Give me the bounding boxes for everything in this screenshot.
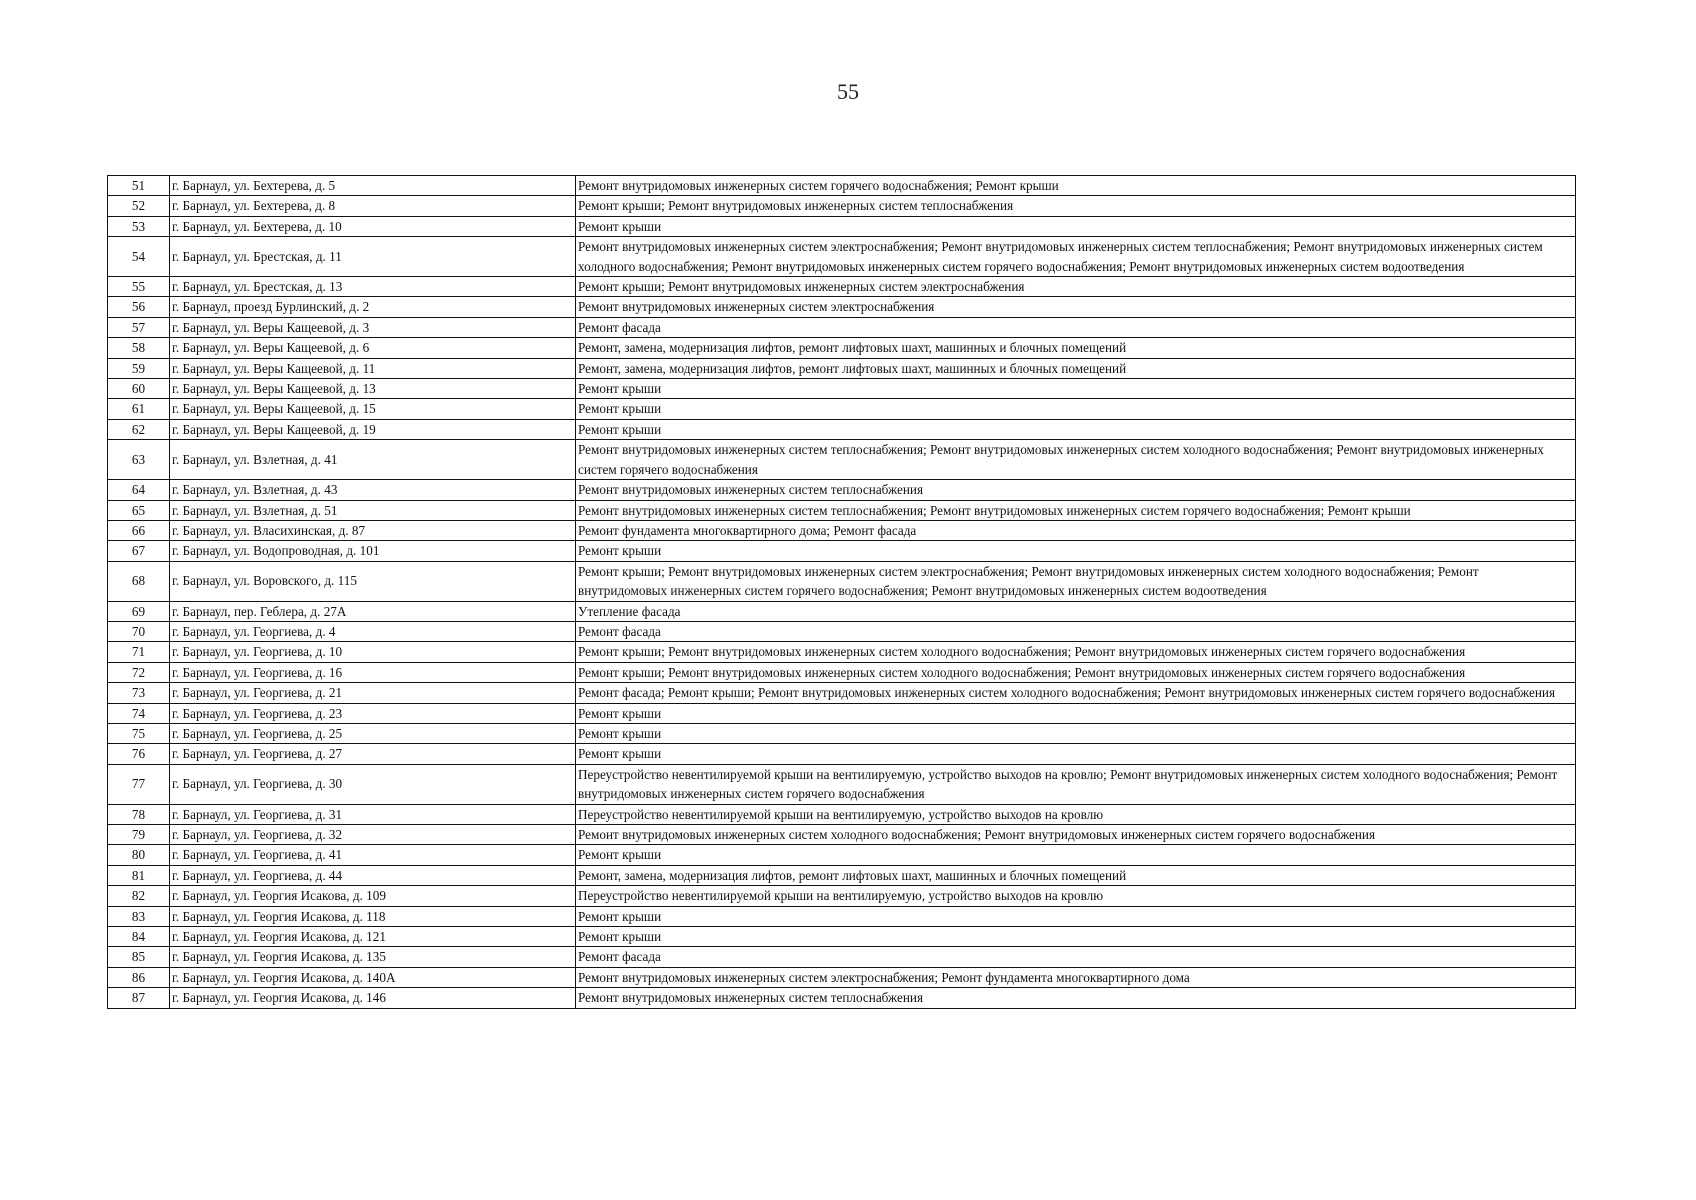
work-type-cell: Ремонт фундамента многоквартирного дома; Ремонт фасада (576, 520, 1576, 540)
address-cell: г. Барнаул, ул. Веры Кащеевой, д. 15 (170, 399, 576, 419)
table-row (108, 338, 1576, 358)
table-row (108, 541, 1576, 561)
table-row (108, 947, 1576, 967)
row-number-cell: 85 (108, 947, 170, 967)
row-number-cell: 78 (108, 804, 170, 824)
address-cell: г. Барнаул, ул. Бехтерева, д. 10 (170, 216, 576, 236)
address-cell: г. Барнаул, ул. Георгиева, д. 32 (170, 825, 576, 845)
work-type-cell: Ремонт крыши; Ремонт внутридомовых инженерных систем холодного водоснабжения; Ремонт внутридомовых инженерных систем горячего водоснабжения (576, 662, 1576, 682)
table-row (108, 906, 1576, 926)
row-number-cell: 77 (108, 764, 170, 804)
work-type-cell: Ремонт, замена, модернизация лифтов, ремонт лифтовых шахт, машинных и блочных помещений (576, 865, 1576, 885)
work-type-cell: Ремонт внутридомовых инженерных систем электроснабжения; Ремонт внутридомовых инженерных систем теплоснабжения; Ремонт внутридомовых инженерных систем холодного водоснабжения; Ремонт внутридомовых инженерных систем горячего водоснабжения; Ремонт внутридомовых инженерных систем водоотведения (576, 237, 1576, 277)
address-cell: г. Барнаул, ул. Георгия Исакова, д. 118 (170, 906, 576, 926)
row-number-cell: 82 (108, 886, 170, 906)
table-row (108, 277, 1576, 297)
row-number-cell: 80 (108, 845, 170, 865)
work-type-cell: Ремонт крыши (576, 399, 1576, 419)
table-row (108, 967, 1576, 987)
address-cell: г. Барнаул, ул. Брестская, д. 13 (170, 277, 576, 297)
table-row (108, 216, 1576, 236)
table-row (108, 500, 1576, 520)
work-type-cell: Утепление фасада (576, 601, 1576, 621)
work-type-cell: Ремонт внутридомовых инженерных систем теплоснабжения (576, 988, 1576, 1008)
row-number-cell: 63 (108, 440, 170, 480)
row-number-cell: 60 (108, 379, 170, 399)
work-type-cell: Ремонт внутридомовых инженерных систем теплоснабжения (576, 480, 1576, 500)
address-cell: г. Барнаул, ул. Воровского, д. 115 (170, 561, 576, 601)
work-type-cell: Ремонт крыши (576, 723, 1576, 743)
work-type-cell: Переустройство невентилируемой крыши на вентилируемую, устройство выходов на кровлю; Ремонт внутридомовых инженерных систем холодного водоснабжения; Ремонт внутридомовых инженерных систем горячего водоснабжения (576, 764, 1576, 804)
work-type-cell: Ремонт, замена, модернизация лифтов, ремонт лифтовых шахт, машинных и блочных помещений (576, 358, 1576, 378)
address-cell: г. Барнаул, пер. Геблера, д. 27А (170, 601, 576, 621)
row-number-cell: 79 (108, 825, 170, 845)
address-cell: г. Барнаул, ул. Бехтерева, д. 8 (170, 196, 576, 216)
row-number-cell: 67 (108, 541, 170, 561)
row-number-cell: 73 (108, 683, 170, 703)
row-number-cell: 59 (108, 358, 170, 378)
row-number-cell: 56 (108, 297, 170, 317)
work-type-cell: Ремонт крыши (576, 216, 1576, 236)
row-number-cell: 57 (108, 317, 170, 337)
address-cell: г. Барнаул, ул. Взлетная, д. 43 (170, 480, 576, 500)
row-number-cell: 75 (108, 723, 170, 743)
table-row (108, 764, 1576, 804)
row-number-cell: 87 (108, 988, 170, 1008)
address-cell: г. Барнаул, ул. Георгиева, д. 44 (170, 865, 576, 885)
work-type-cell: Ремонт крыши (576, 845, 1576, 865)
table-row (108, 358, 1576, 378)
table-row (108, 176, 1576, 196)
work-type-cell: Ремонт внутридомовых инженерных систем теплоснабжения; Ремонт внутридомовых инженерных систем горячего водоснабжения; Ремонт крыши (576, 500, 1576, 520)
row-number-cell: 86 (108, 967, 170, 987)
table-row (108, 804, 1576, 824)
work-type-cell: Ремонт крыши (576, 541, 1576, 561)
row-number-cell: 74 (108, 703, 170, 723)
row-number-cell: 54 (108, 237, 170, 277)
table-row (108, 480, 1576, 500)
table-row (108, 703, 1576, 723)
work-type-cell: Ремонт, замена, модернизация лифтов, ремонт лифтовых шахт, машинных и блочных помещений (576, 338, 1576, 358)
work-type-cell: Ремонт крыши; Ремонт внутридомовых инженерных систем электроснабжения (576, 277, 1576, 297)
table-row (108, 297, 1576, 317)
address-cell: г. Барнаул, ул. Брестская, д. 11 (170, 237, 576, 277)
row-number-cell: 71 (108, 642, 170, 662)
table-row (108, 196, 1576, 216)
table-row (108, 601, 1576, 621)
address-cell: г. Барнаул, ул. Георгиева, д. 25 (170, 723, 576, 743)
work-type-cell: Переустройство невентилируемой крыши на вентилируемую, устройство выходов на кровлю (576, 886, 1576, 906)
address-cell: г. Барнаул, ул. Георгиева, д. 30 (170, 764, 576, 804)
address-cell: г. Барнаул, ул. Бехтерева, д. 5 (170, 176, 576, 196)
address-cell: г. Барнаул, ул. Веры Кащеевой, д. 6 (170, 338, 576, 358)
address-cell: г. Барнаул, ул. Взлетная, д. 41 (170, 440, 576, 480)
row-number-cell: 55 (108, 277, 170, 297)
table-row (108, 723, 1576, 743)
address-cell: г. Барнаул, ул. Веры Кащеевой, д. 13 (170, 379, 576, 399)
row-number-cell: 66 (108, 520, 170, 540)
row-number-cell: 76 (108, 744, 170, 764)
row-number-cell: 61 (108, 399, 170, 419)
table-row (108, 399, 1576, 419)
work-type-cell: Ремонт крыши (576, 703, 1576, 723)
table-row (108, 642, 1576, 662)
row-number-cell: 58 (108, 338, 170, 358)
table-row (108, 520, 1576, 540)
address-cell: г. Барнаул, ул. Георгиева, д. 10 (170, 642, 576, 662)
row-number-cell: 84 (108, 927, 170, 947)
table-body (108, 176, 1576, 1009)
row-number-cell: 65 (108, 500, 170, 520)
work-type-cell: Ремонт внутридомовых инженерных систем электроснабжения; Ремонт фундамента многоквартирного дома (576, 967, 1576, 987)
table-row (108, 440, 1576, 480)
table-row (108, 237, 1576, 277)
table-row (108, 621, 1576, 641)
table-row (108, 845, 1576, 865)
address-cell: г. Барнаул, ул. Георгиева, д. 27 (170, 744, 576, 764)
work-type-cell: Ремонт крыши (576, 744, 1576, 764)
work-type-cell: Ремонт крыши; Ремонт внутридомовых инженерных систем электроснабжения; Ремонт внутридомовых инженерных систем холодного водоснабжения; Ремонт внутридомовых инженерных систем горячего водоснабжения; Ремонт внутридомовых инженерных систем водоотведения (576, 561, 1576, 601)
address-cell: г. Барнаул, ул. Георгия Исакова, д. 109 (170, 886, 576, 906)
work-type-cell: Ремонт фасада; Ремонт крыши; Ремонт внутридомовых инженерных систем холодного водоснабжения; Ремонт внутридомовых инженерных систем горячего водоснабжения (576, 683, 1576, 703)
table-row (108, 683, 1576, 703)
address-cell: г. Барнаул, ул. Георгиева, д. 16 (170, 662, 576, 682)
address-cell: г. Барнаул, ул. Георгиева, д. 21 (170, 683, 576, 703)
row-number-cell: 62 (108, 419, 170, 439)
repair-register-table (107, 175, 1576, 1009)
table-row (108, 662, 1576, 682)
work-type-cell: Ремонт крыши (576, 906, 1576, 926)
table-row (108, 825, 1576, 845)
work-type-cell: Ремонт крыши (576, 927, 1576, 947)
row-number-cell: 52 (108, 196, 170, 216)
address-cell: г. Барнаул, ул. Георгиева, д. 4 (170, 621, 576, 641)
row-number-cell: 83 (108, 906, 170, 926)
address-cell: г. Барнаул, ул. Георгия Исакова, д. 146 (170, 988, 576, 1008)
address-cell: г. Барнаул, ул. Веры Кащеевой, д. 19 (170, 419, 576, 439)
table-row (108, 988, 1576, 1008)
row-number-cell: 69 (108, 601, 170, 621)
table-row (108, 886, 1576, 906)
address-cell: г. Барнаул, ул. Власихинская, д. 87 (170, 520, 576, 540)
work-type-cell: Ремонт крыши (576, 419, 1576, 439)
row-number-cell: 64 (108, 480, 170, 500)
address-cell: г. Барнаул, ул. Взлетная, д. 51 (170, 500, 576, 520)
row-number-cell: 81 (108, 865, 170, 885)
work-type-cell: Ремонт внутридомовых инженерных систем горячего водоснабжения; Ремонт крыши (576, 176, 1576, 196)
table-row (108, 561, 1576, 601)
table-row (108, 744, 1576, 764)
address-cell: г. Барнаул, ул. Георгия Исакова, д. 121 (170, 927, 576, 947)
table-row (108, 419, 1576, 439)
address-cell: г. Барнаул, ул. Георгиева, д. 41 (170, 845, 576, 865)
work-type-cell: Ремонт крыши; Ремонт внутридомовых инженерных систем холодного водоснабжения; Ремонт внутридомовых инженерных систем горячего водоснабжения (576, 642, 1576, 662)
work-type-cell: Ремонт фасада (576, 317, 1576, 337)
row-number-cell: 72 (108, 662, 170, 682)
table-row (108, 865, 1576, 885)
row-number-cell: 53 (108, 216, 170, 236)
work-type-cell: Ремонт фасада (576, 621, 1576, 641)
table-row (108, 379, 1576, 399)
work-type-cell: Ремонт внутридомовых инженерных систем электроснабжения (576, 297, 1576, 317)
work-type-cell: Ремонт крыши (576, 379, 1576, 399)
address-cell: г. Барнаул, ул. Водопроводная, д. 101 (170, 541, 576, 561)
page-number: 55 (837, 79, 859, 104)
work-type-cell: Ремонт внутридомовых инженерных систем теплоснабжения; Ремонт внутридомовых инженерных систем холодного водоснабжения; Ремонт внутридомовых инженерных систем горячего водоснабжения (576, 440, 1576, 480)
address-cell: г. Барнаул, проезд Бурлинский, д. 2 (170, 297, 576, 317)
address-cell: г. Барнаул, ул. Георгия Исакова, д. 140А (170, 967, 576, 987)
row-number-cell: 51 (108, 176, 170, 196)
table-row (108, 317, 1576, 337)
work-type-cell: Ремонт фасада (576, 947, 1576, 967)
address-cell: г. Барнаул, ул. Георгиева, д. 23 (170, 703, 576, 723)
row-number-cell: 70 (108, 621, 170, 641)
work-type-cell: Переустройство невентилируемой крыши на вентилируемую, устройство выходов на кровлю (576, 804, 1576, 824)
address-cell: г. Барнаул, ул. Веры Кащеевой, д. 3 (170, 317, 576, 337)
address-cell: г. Барнаул, ул. Веры Кащеевой, д. 11 (170, 358, 576, 378)
work-type-cell: Ремонт внутридомовых инженерных систем холодного водоснабжения; Ремонт внутридомовых инженерных систем горячего водоснабжения (576, 825, 1576, 845)
work-type-cell: Ремонт крыши; Ремонт внутридомовых инженерных систем теплоснабжения (576, 196, 1576, 216)
address-cell: г. Барнаул, ул. Георгия Исакова, д. 135 (170, 947, 576, 967)
row-number-cell: 68 (108, 561, 170, 601)
table-row (108, 927, 1576, 947)
address-cell: г. Барнаул, ул. Георгиева, д. 31 (170, 804, 576, 824)
